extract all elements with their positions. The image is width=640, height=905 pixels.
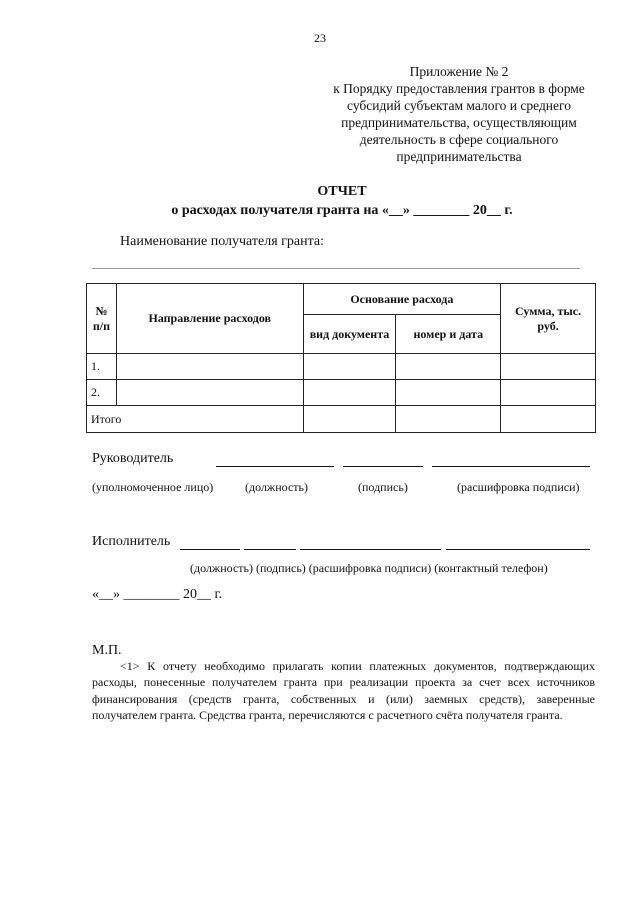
head-caption-position: (должность) <box>245 480 308 494</box>
report-title-line1: ОТЧЕТ <box>317 184 367 199</box>
row-number: 2. <box>87 380 117 406</box>
header-direction: Направление расходов <box>116 284 303 354</box>
header-sum: Сумма, тыс. руб. <box>501 284 596 354</box>
appendix-line: к Порядку предоставления грантов в форме <box>333 81 585 96</box>
footnote: <1> К отчету необходимо прилагать копии платежных документов, подтверждающих расходы, понесенные получателем гранта при реализации проекта за счет всех источников финансирования (средств гранта, собственных и (или) заемных средств), заверенные получателем гранта. Средства гранта, перечисляются с расчетного счёта получателя гранта. <box>92 659 595 723</box>
appendix-line: предпринимательства <box>396 149 522 164</box>
cell <box>396 354 501 380</box>
page-number: 23 <box>314 31 326 45</box>
executor-signature-line <box>244 549 296 550</box>
executor-name-line <box>300 549 441 550</box>
appendix-line: деятельность в сфере социального <box>359 132 559 147</box>
executor-captions: (должность) (подпись) (расшифровка подписи) (контактный телефон) <box>190 561 548 575</box>
recipient-label: Наименование получателя гранта: <box>120 234 325 249</box>
appendix-line: Приложение № 2 <box>409 64 509 79</box>
recipient-name-line <box>92 268 580 269</box>
appendix-header <box>300 63 618 165</box>
executor-label: Исполнитель <box>92 534 171 549</box>
cell <box>501 354 596 380</box>
cell <box>303 354 396 380</box>
head-caption-signature: (подпись) <box>358 480 408 494</box>
table-row <box>87 354 596 380</box>
appendix-line: субсидий субъектам малого и среднего <box>347 98 571 113</box>
appendix-line: предпринимательства, осуществляющим <box>341 115 577 130</box>
cell <box>396 406 501 433</box>
report-title-line2: о расходах получателя гранта на «__» ________ 20__ г. <box>171 203 513 218</box>
header-doc-number: номер и дата <box>396 315 501 354</box>
cell <box>396 380 501 406</box>
head-name-line <box>432 466 590 467</box>
cell <box>116 354 303 380</box>
cell <box>501 380 596 406</box>
row-number: 1. <box>87 354 117 380</box>
stamp-placeholder: М.П. <box>92 643 122 658</box>
cell <box>303 380 396 406</box>
table-row-total <box>87 406 596 433</box>
head-caption-name: (расшифровка подписи) <box>457 480 580 494</box>
expenses-table <box>86 283 596 433</box>
report-title <box>0 182 640 220</box>
table-row <box>87 380 596 406</box>
head-signature-line <box>343 466 423 467</box>
header-doc-type: вид документа <box>303 315 396 354</box>
cell <box>116 380 303 406</box>
head-position-line <box>216 466 334 467</box>
head-caption-person: (уполномоченное лицо) <box>92 480 214 494</box>
head-label: Руководитель <box>92 451 174 466</box>
cell <box>501 406 596 433</box>
total-label: Итого <box>87 406 304 433</box>
executor-position-line <box>180 549 240 550</box>
executor-phone-line <box>446 549 590 550</box>
date-line: «__» ________ 20__ г. <box>92 587 223 602</box>
header-number: № п/п <box>87 284 117 354</box>
cell <box>303 406 396 433</box>
header-basis: Основание расхода <box>303 284 501 315</box>
